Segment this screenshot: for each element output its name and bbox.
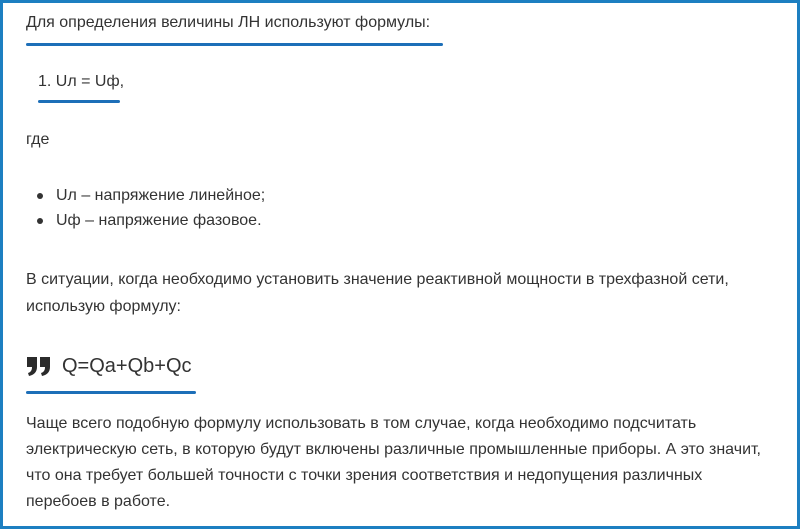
bullet-icon	[37, 193, 43, 199]
intro-text: Для определения величины ЛН используют формулы:	[26, 14, 431, 31]
list-item-text: Uф – напряжение фазовое.	[56, 212, 262, 229]
list-item	[26, 183, 265, 208]
bullet-icon	[37, 218, 43, 224]
list-item	[26, 208, 265, 233]
formula-quote	[26, 350, 192, 382]
quote-formula-text: Q=Qa+Qb+Qc	[62, 354, 192, 377]
quote-underline	[26, 391, 196, 394]
paragraph-reactive-power: В ситуации, когда необходимо установить значение реактивной мощности в трехфазной сети, использую формулу:	[26, 271, 729, 315]
formula-1-underline	[38, 100, 120, 103]
intro-underline	[26, 43, 443, 46]
paragraph-usage: Чаще всего подобную формулу использовать в том случае, когда необходимо подсчитать электрическую сеть, в которую будут включены различные промышленные приборы. А это значит, что она требует большей точности с точки зрения соответствия и недопущения различных перебоев в работе.	[26, 415, 761, 510]
quote-icon	[26, 355, 52, 377]
formula-1: 1. Uл = Uф,	[38, 73, 125, 90]
where-label: где	[26, 131, 50, 148]
list-item-text: Uл – напряжение линейное;	[56, 187, 266, 204]
definition-list	[26, 183, 265, 233]
